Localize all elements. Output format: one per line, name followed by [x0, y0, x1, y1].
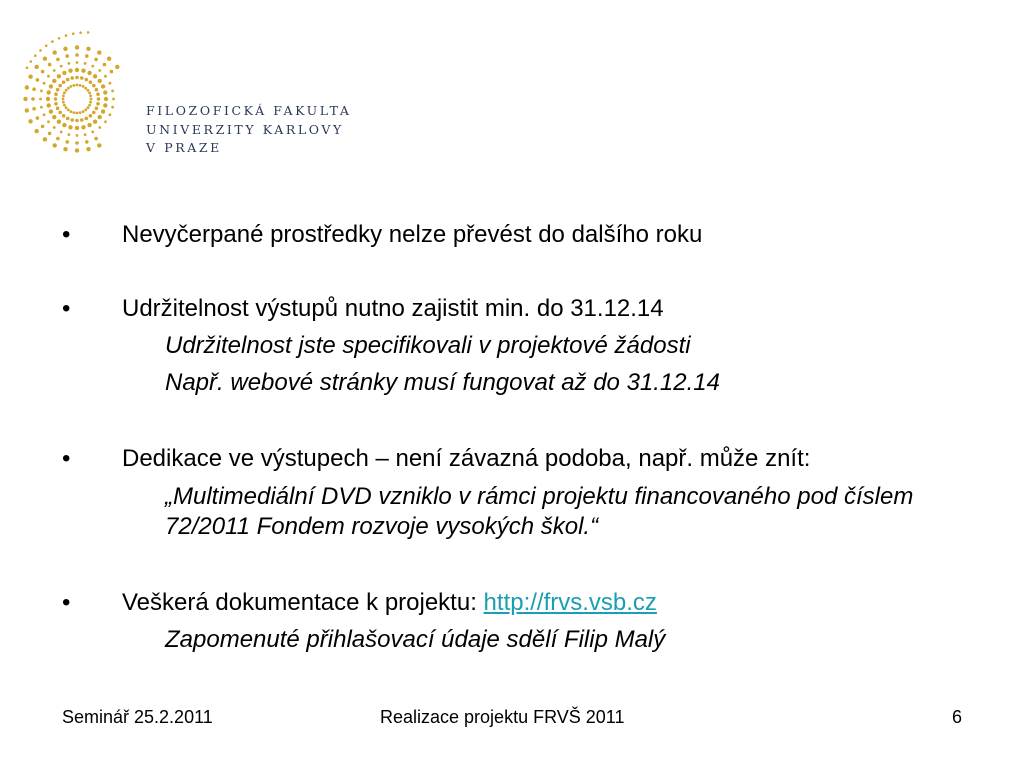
footer-date: Seminář 25.2.2011	[62, 707, 213, 727]
bullet-1-text: Nevyčerpané prostředky nelze převést do dalšího roku	[122, 221, 703, 248]
bullet-4-sub-1: Zapomenuté přihlašovací údaje sdělí Filip Malý	[165, 626, 666, 653]
bullet-2-sub-1: Udržitelnost jste specifikovali v projektové žádosti	[165, 332, 691, 359]
logo-line-2: UNIVERZITY KARLOVY	[146, 121, 344, 137]
bullet-marker: •	[62, 295, 71, 322]
bullet-2-sub-2: Např. webové stránky musí fungovat až do 31.12.14	[165, 369, 720, 396]
slide-number: 6	[952, 707, 963, 727]
bullet-3-text: Dedikace ve výstupech – není závazná podoba, např. může znít:	[122, 445, 811, 472]
bullet-2-text: Udržitelnost výstupů nutno zajistit min. do 31.12.14	[122, 295, 664, 322]
bullet-marker: •	[62, 589, 71, 616]
logo-line-1: FILOZOFICKÁ FAKULTA	[146, 103, 352, 118]
bullet-4-prefix: Veškerá dokumentace k projektu:	[122, 589, 484, 616]
documentation-link[interactable]: http://frvs.vsb.cz	[483, 589, 657, 616]
bullet-marker: •	[62, 221, 71, 248]
bullet-4-text	[122, 588, 657, 618]
bullet-3-sub-1: „Multimediální DVD vzniklo v rámci projektu financovaného pod číslem 72/2011 Fondem rozvoje vysokých škol.“	[165, 483, 914, 540]
logo-line-3: V PRAZE	[146, 140, 222, 155]
footer-title: Realizace projektu FRVŠ 2011	[380, 707, 625, 727]
bullet-marker: •	[62, 445, 71, 472]
